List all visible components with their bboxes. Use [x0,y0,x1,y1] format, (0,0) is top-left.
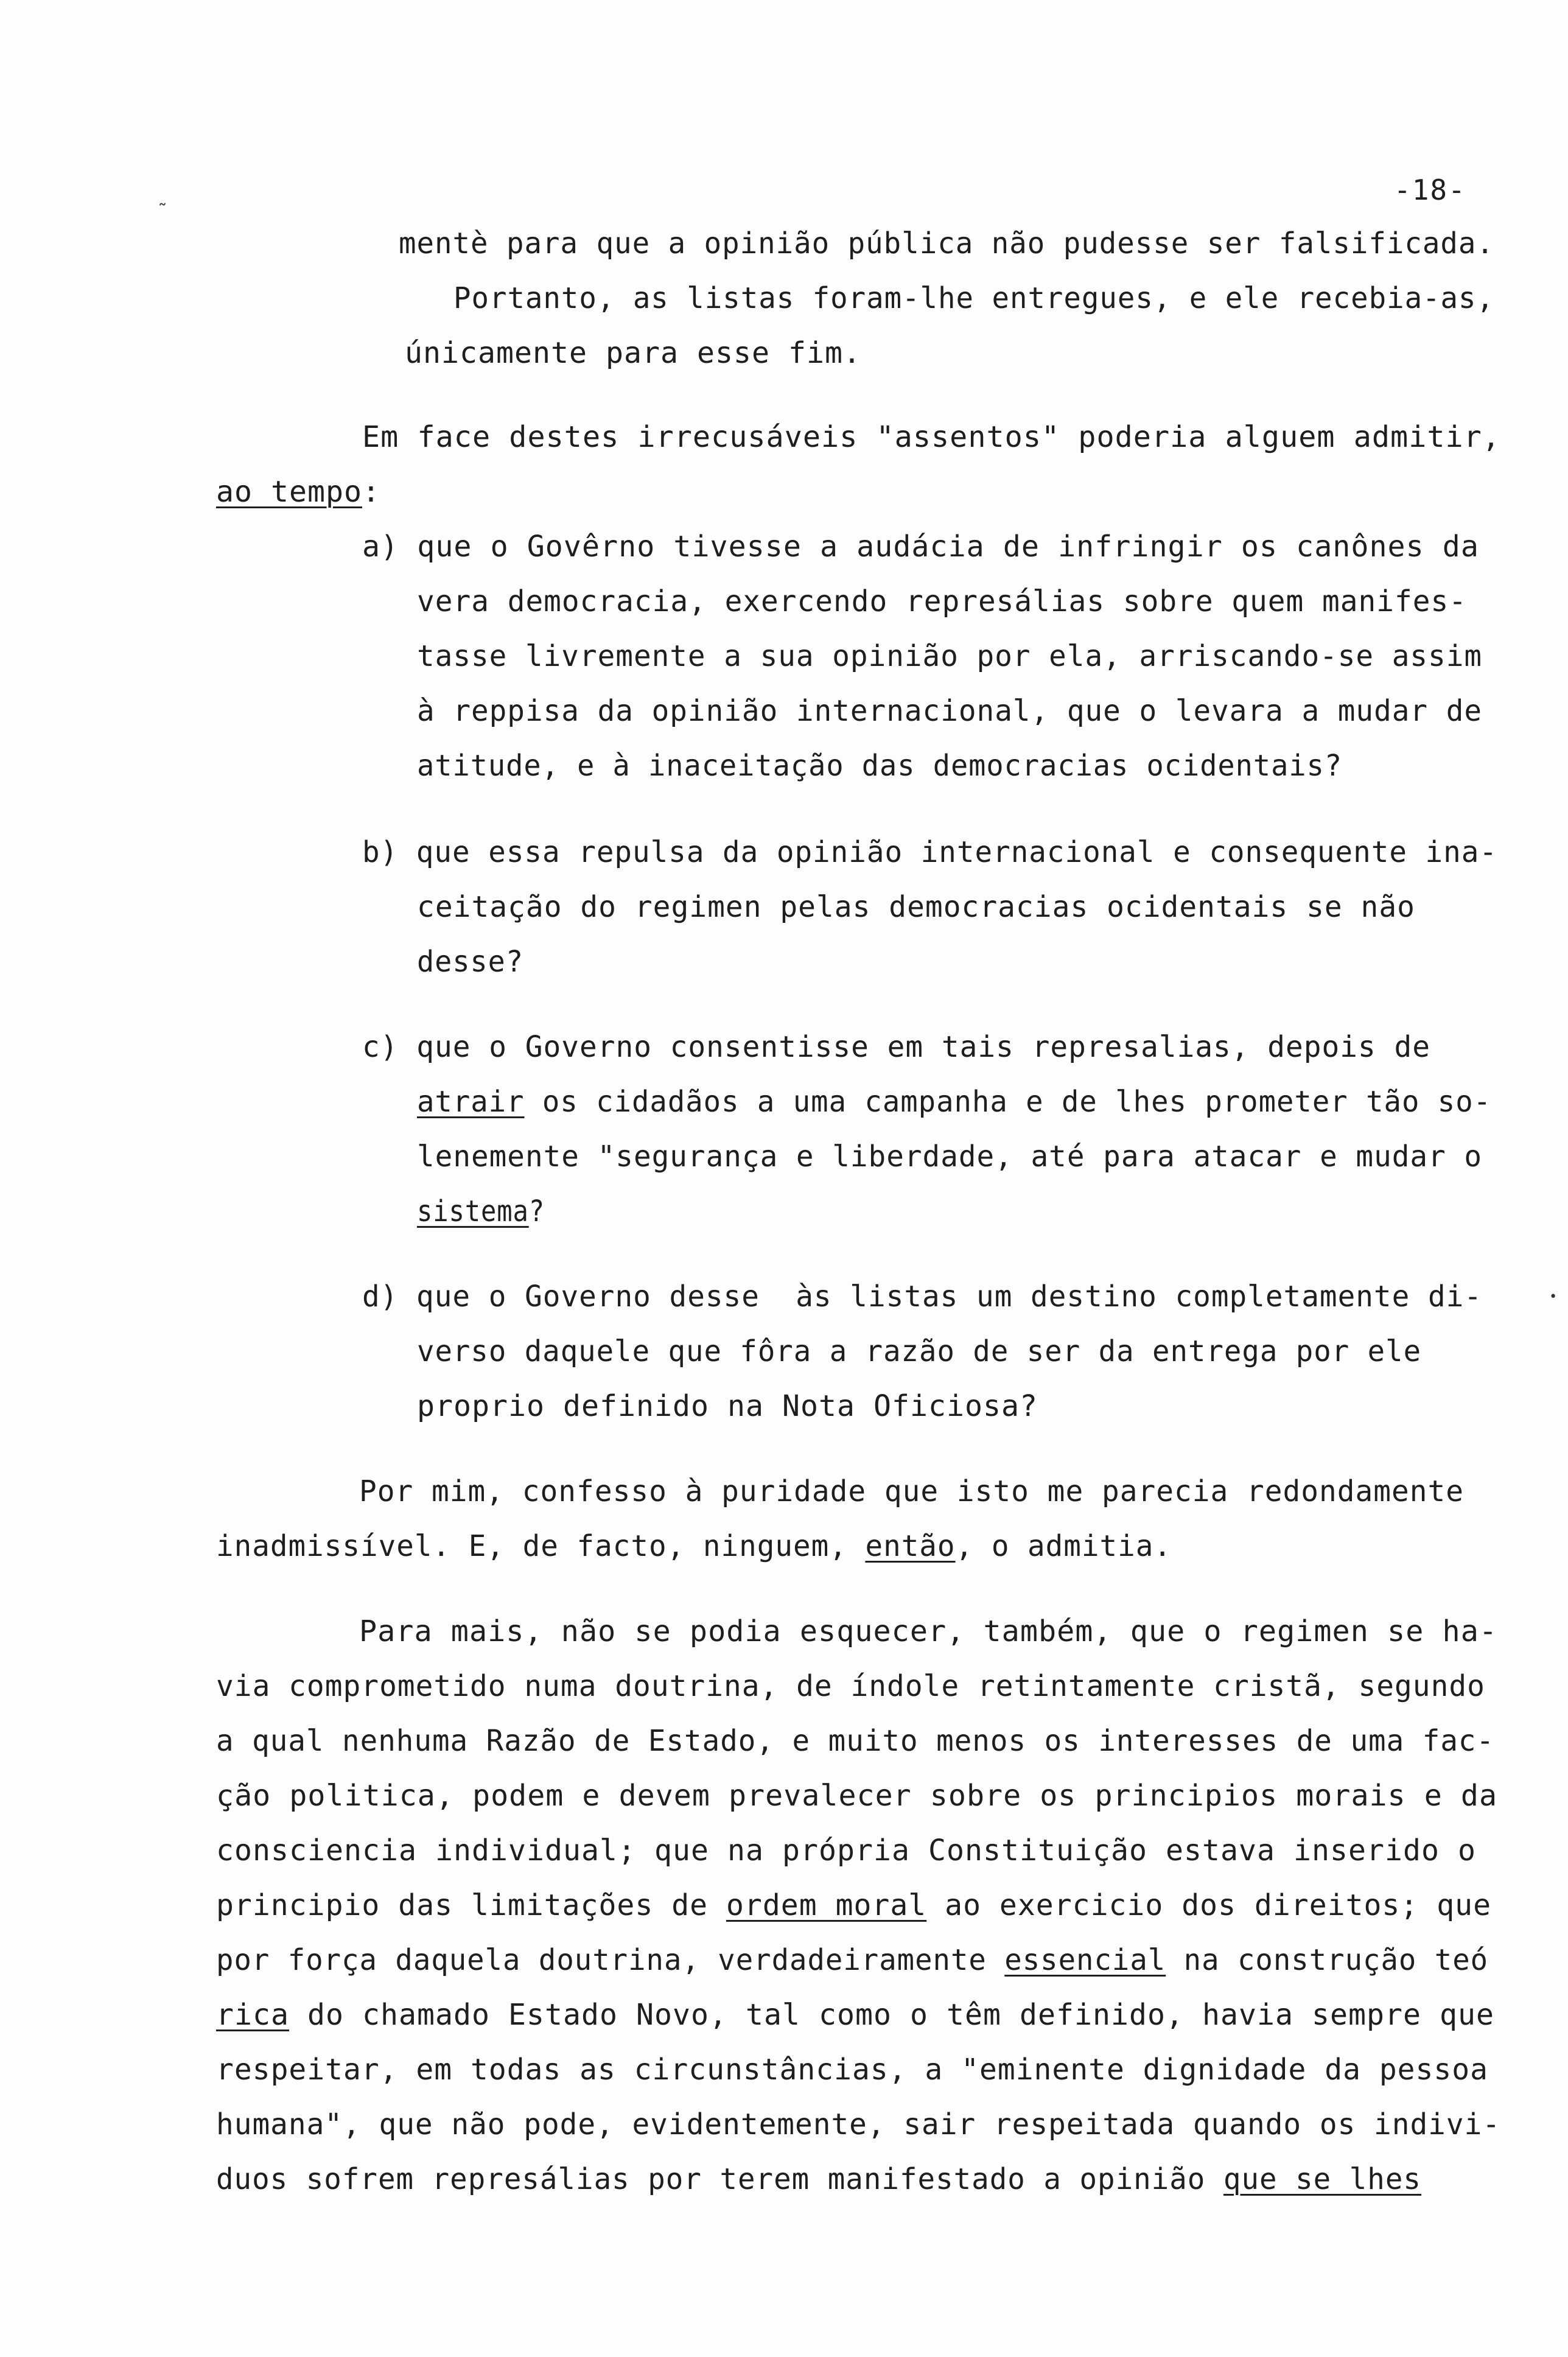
text-segment: : [362,475,381,509]
text-segment: Por mim, confesso à puridade que isto me parecia redondamente [359,1474,1465,1508]
text-line [417,889,1415,925]
text-line [417,583,1467,620]
text-segment: verso daquele que fôra a razão de ser da entrega por ele [417,1334,1422,1368]
text-segment: a) que o Govêrno tivesse a audácia de infringir os canônes da [362,530,1479,564]
text-line [417,1388,1038,1424]
text-line [216,1668,1485,1704]
underlined-text: ordem moral [726,1888,927,1922]
text-line [417,693,1482,729]
text-line [417,1084,1491,1120]
text-segment: ? [528,1194,545,1228]
text-segment: d) que o Governo desse às listas um destino completamente di- [362,1280,1482,1314]
text-segment: Em face destes irrecusáveis "assentos" poderia alguem admitir, [362,420,1501,454]
margin-dot: • [1549,1289,1558,1305]
page-number: -18- [1394,173,1466,206]
text-segment: duos sofrem represálias por terem manifestado a opinião [216,2162,1223,2196]
text-segment: mentè para que a opinião pública não pudesse ser falsificada. [399,226,1494,261]
text-segment: tasse livremente a sua opinião por ela, arriscando-se assim [417,639,1483,673]
text-segment: vera democracia, exercendo represálias sobre quem manifes- [417,584,1467,618]
text-segment: os cidadãos a uma campanha e de lhes prometer tão so- [524,1085,1492,1119]
text-line [417,1333,1421,1370]
text-segment: na construção teó [1166,1943,1489,1977]
text-line [417,748,1342,784]
text-line [362,419,1500,455]
text-segment: únicamente para esse fim. [405,336,862,370]
text-line [216,2106,1500,2143]
text-segment: ceitação do regimen pelas democracias ocidentais se não [417,890,1415,924]
text-segment: desse? [417,945,523,979]
text-line [216,1723,1494,1759]
text-line [216,1887,1491,1924]
text-line [216,1832,1476,1869]
text-segment: do chamado Estado Novo, tal como o têm definido, havia sempre que [289,1998,1495,2032]
underlined-text: rica [216,1998,290,2032]
text-line [417,638,1482,674]
text-line [362,1278,1482,1315]
text-line [417,944,523,980]
underlined-text: essencial [1004,1943,1166,1977]
text-line [359,1613,1497,1650]
text-segment: lenemente "segurança e liberdade, até para atacar e mudar o [417,1140,1483,1174]
text-segment: por força daquela doutrina, verdadeiramente [216,1943,1005,1977]
text-line [216,1997,1494,2033]
underlined-text: que se lhes [1223,2162,1421,2196]
text-line [359,1473,1464,1510]
text-line [399,225,1494,262]
text-segment: respeitar, em todas as circunstâncias, a "eminente dignidade da pessoa [216,2053,1488,2087]
text-segment: Portanto, as listas foram-lhe entregues, e ele recebia-as, [453,281,1495,315]
text-segment: ção politica, podem e devem prevalecer sobre os principios morais e da [216,1779,1498,1813]
text-line [216,2161,1421,2198]
text-line [216,2051,1488,2088]
text-line [453,280,1494,317]
text-line [216,1777,1497,1814]
text-segment: c) que o Governo consentisse em tais represalias, depois de [362,1030,1431,1064]
text-line [417,1138,1482,1175]
text-segment: Para mais, não se podia esquecer, também, que o regimen se ha- [359,1614,1498,1648]
margin-mark: ˜ [157,201,169,222]
text-segment: à reppisa da opinião internacional, que o levara a mudar de [417,694,1483,728]
text-segment: principio das limitações de [216,1888,726,1922]
text-line [417,1193,545,1230]
text-segment: , o admitia. [955,1529,1172,1563]
text-line [362,834,1497,870]
underlined-text: atrair [417,1085,525,1119]
text-line [362,1029,1430,1065]
text-line [216,1528,1172,1564]
text-segment: ao exercicio dos direitos; que [926,1888,1491,1922]
underlined-text: sistema [417,1194,529,1228]
text-segment: proprio definido na Nota Oficiosa? [417,1389,1038,1423]
text-segment: b) que essa repulsa da opinião internacional e consequente ina- [362,835,1497,869]
text-segment: a qual nenhuma Razão de Estado, e muito menos os interesses de uma fac- [216,1724,1495,1758]
text-segment: atitude, e à inaceitação das democracias ocidentais? [417,749,1343,783]
underlined-text: ao tempo [216,475,363,509]
text-line [216,474,380,510]
underlined-text: então [865,1529,956,1563]
text-segment: via comprometido numa doutrina, de índole retintamente cristã, segundo [216,1669,1485,1703]
text-segment: consciencia individual; que na própria Constituição estava inserido o [216,1833,1477,1868]
text-line [405,335,861,371]
text-segment: humana", que não pode, evidentemente, sair respeitada quando os indivi- [216,2107,1501,2142]
text-line [216,1942,1488,1978]
text-segment: inadmissível. E, de facto, ninguem, [216,1529,866,1563]
text-line [362,528,1479,565]
